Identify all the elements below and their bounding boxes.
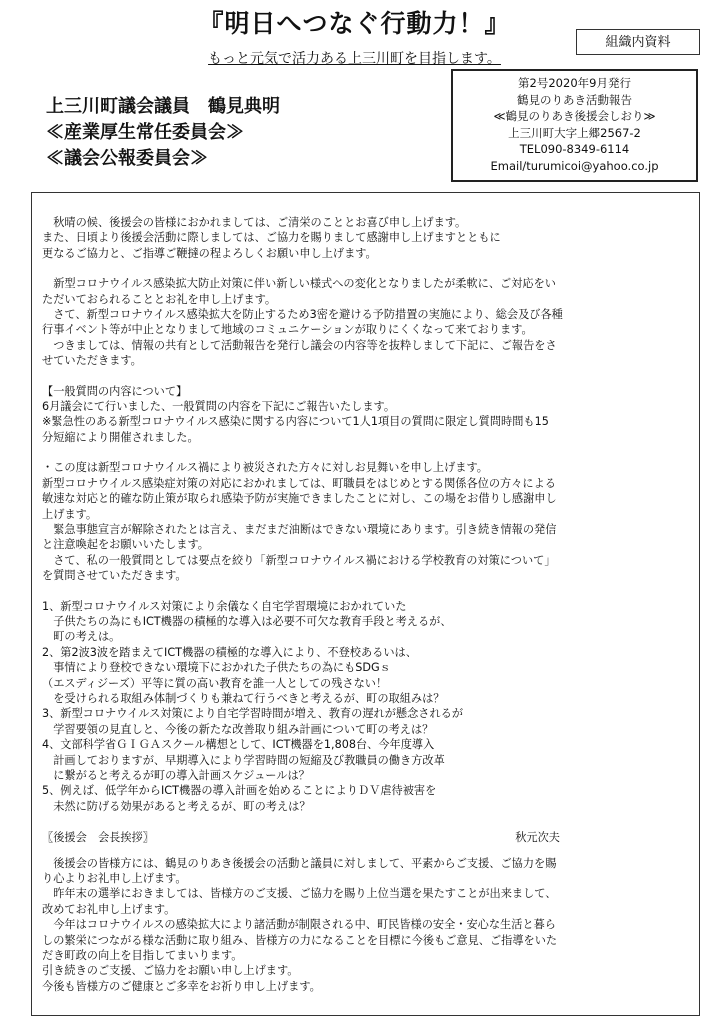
text-line: しの繁栄につながる様な活動に取り組み、皆様方の力になることを目標に今後もご意見、ご指導をいた (42, 933, 558, 947)
text-line: り心よりお礼申し上げます。 (42, 872, 187, 886)
section-heading: 【一般質問の内容について】 (42, 384, 188, 398)
greeting-section (42, 856, 694, 995)
question-line: 1、新型コロナウイルス対策により余儀なく自宅学習環境におかれていた (42, 599, 407, 613)
text-line: ただいておられることとお礼を申し上げます。 (42, 292, 277, 306)
address: 上三川町大字上郷2567-2 (508, 125, 641, 140)
text-line: を質問させていただきます。 (42, 569, 187, 583)
telephone: TEL090-8349-6114 (519, 142, 630, 156)
question-line: 3、新型コロナウイルス対策により自宅学習時間が増え、教育の遅れが懸念されるが (42, 707, 464, 721)
question-line: 2、第2波3波を踏まえてICT機器の積極的な導入により、不登校あるいは、 (42, 645, 417, 659)
text-line: だき町政の向上を目指してまいります。 (42, 949, 243, 963)
report-body (42, 215, 694, 994)
internal-document-badge: 組織内資料 (576, 29, 700, 55)
question-line: 4、文部科学省ＧＩＧＡスクール構想として、ICT機器を1,808台、今年度導入 (42, 738, 435, 752)
email-address: Email/turumicoi@yahoo.co.jp (490, 158, 659, 173)
newsletter-name: ≪鶴見のりあき後援会しおり≫ (493, 109, 656, 123)
main-content-box (31, 192, 700, 1016)
question-line: 子供たちの為にもICT機器の積極的な導入は必要不可欠な教育手段と考えるが、 (42, 614, 452, 628)
question-line: に繋がると考えるが町の導入計画スケジュールは？ (42, 769, 310, 782)
text-line: 分短縮により開催されました。 (42, 430, 199, 444)
greeting-signer: 秋元次夫 (515, 831, 560, 845)
covid-notice-section (42, 276, 694, 368)
text-line: つきましては、情報の共有として活動報告を発行し議会の内容等を抜粋しまして下記に、ご報告をさ (42, 338, 557, 352)
text-line: 新型コロナウイルス感染拡大防止対策に伴い新しい様式への変化となりましたが柔軟に、ご対応をい (42, 277, 556, 291)
question-line: 計画しておりますが、早期導入により学習時間の短縮及び教職員の働き方改革 (42, 753, 445, 767)
text-line: 上げます。 (42, 507, 98, 521)
question-line: 5、例えば、低学年からICT機器の導入計画を始めることによりＤＶ虐待被害を (42, 784, 437, 798)
committee-publicity: ≪議会公報委員会≫ (46, 148, 208, 169)
text-line: 更なるご協力と、ご指導ご鞭撻の程よろしくお願い申し上げます。 (42, 246, 377, 260)
text-line: 敏速な対応と的確な防止策が取られ感染予防が実施できましたことに対し、この場をお借りし感謝申し (42, 492, 557, 506)
newsletter-title: 『明日へつなぐ行動力！』 (198, 9, 511, 38)
newsletter-subtitle: もっと元気で活力ある上三川町を目指します。 (208, 51, 501, 67)
condolence-section (42, 460, 694, 583)
text-line: ・この度は新型コロナウイルス禍により被災された方々に対しお見舞いを申し上げます。 (42, 461, 488, 475)
issue-date: 第2号2020年9月発行 (518, 76, 631, 90)
text-line: 新型コロナウイルス感染症対策の対応におかれましては、町職員をはじめとする関係各位の方々による (42, 476, 556, 490)
text-line: と注意喚起をお願いいたします。 (42, 538, 209, 552)
question-line: を受けられる取組み体制づくりも兼ねて行うべきと考えるが、町の取組みは？ (42, 691, 445, 705)
intro-section (42, 215, 694, 261)
author-name: 上三川町議会議員 鶴見典明 (46, 96, 280, 117)
text-line: 秋晴の候、後援会の皆様におかれましては、ご清栄のこととお喜び申し上げます。 (42, 216, 467, 229)
text-line: 今年はコロナウイルスの感染拡大により諸活動が制限される中、町民皆様の安全・安心な生活と暮ら (42, 918, 556, 932)
general-question-section (42, 384, 694, 446)
question-line: （エスディジーズ）平等に質の高い教育を誰一人としての残さない！ (42, 676, 388, 690)
text-line: 改めてお礼申し上げます。 (42, 902, 176, 916)
text-line: 後援会の皆様方には、鶴見のりあき後援会の活動と議員に対しまして、平素からご支援、ご協力を賜 (42, 856, 557, 870)
text-line: 引き続きのご支援、ご協力をお願い申し上げます。 (42, 964, 299, 978)
text-line: また、日頃より後援会活動に際しましては、ご協力を賜りまして感謝申し上げますとともに (42, 231, 501, 245)
text-line: ※緊急性のある新型コロナウイルス感染に関する内容について1人1項目の質問に限定し質問時間も15 (42, 415, 549, 429)
publication-info-box (451, 69, 698, 182)
report-name: 鶴見のりあき活動報告 (517, 92, 632, 107)
question-line: 町の考えは。 (42, 630, 121, 644)
committee-industry: ≪産業厚生常任委員会≫ (46, 122, 244, 143)
greeting-heading-row (42, 830, 694, 845)
text-line: せていただきます。 (42, 354, 142, 368)
author-block (46, 94, 280, 172)
question-list (42, 599, 694, 815)
text-line: 行事イベント等が中止となりまして地域のコミュニケーションが取りにくくなって来ております。 (42, 323, 533, 337)
text-line: さて、私の一般質問としては要点を絞り「新型コロナウイルス禍における学校教育の対策について」 (42, 553, 556, 567)
question-line: 事情により登校できない環境下におかれた子供たちの為にもSDGｓ (42, 661, 391, 675)
text-line: さて、新型コロナウイルス感染拡大を防止するため3密を避ける予防措置の実施により、総会及び各種 (42, 308, 563, 322)
text-line: 緊急事態宣言が解除されたとは言え、まだまだ油断はできない環境にあります。引き続き情報の発信 (42, 522, 557, 536)
text-line: 今後も皆様方のご健康とご多幸をお祈り申し上げます。 (42, 979, 321, 993)
text-line: 昨年末の選挙におきましては、皆様方のご支援、ご協力を賜り上位当選を果たすことが出来まして、 (42, 887, 557, 901)
greeting-heading: 〖後援会 会長挨拶〗 (42, 831, 154, 845)
question-line: 未然に防げる効果があると考えるが、町の考えは？ (42, 799, 311, 813)
text-line: 6月議会にて行いました、一般質問の内容を下記にご報告いたします。 (42, 400, 396, 414)
question-line: 学習要領の見直しと、今後の新たな改善取り組み計画について町の考えは？ (42, 722, 434, 736)
